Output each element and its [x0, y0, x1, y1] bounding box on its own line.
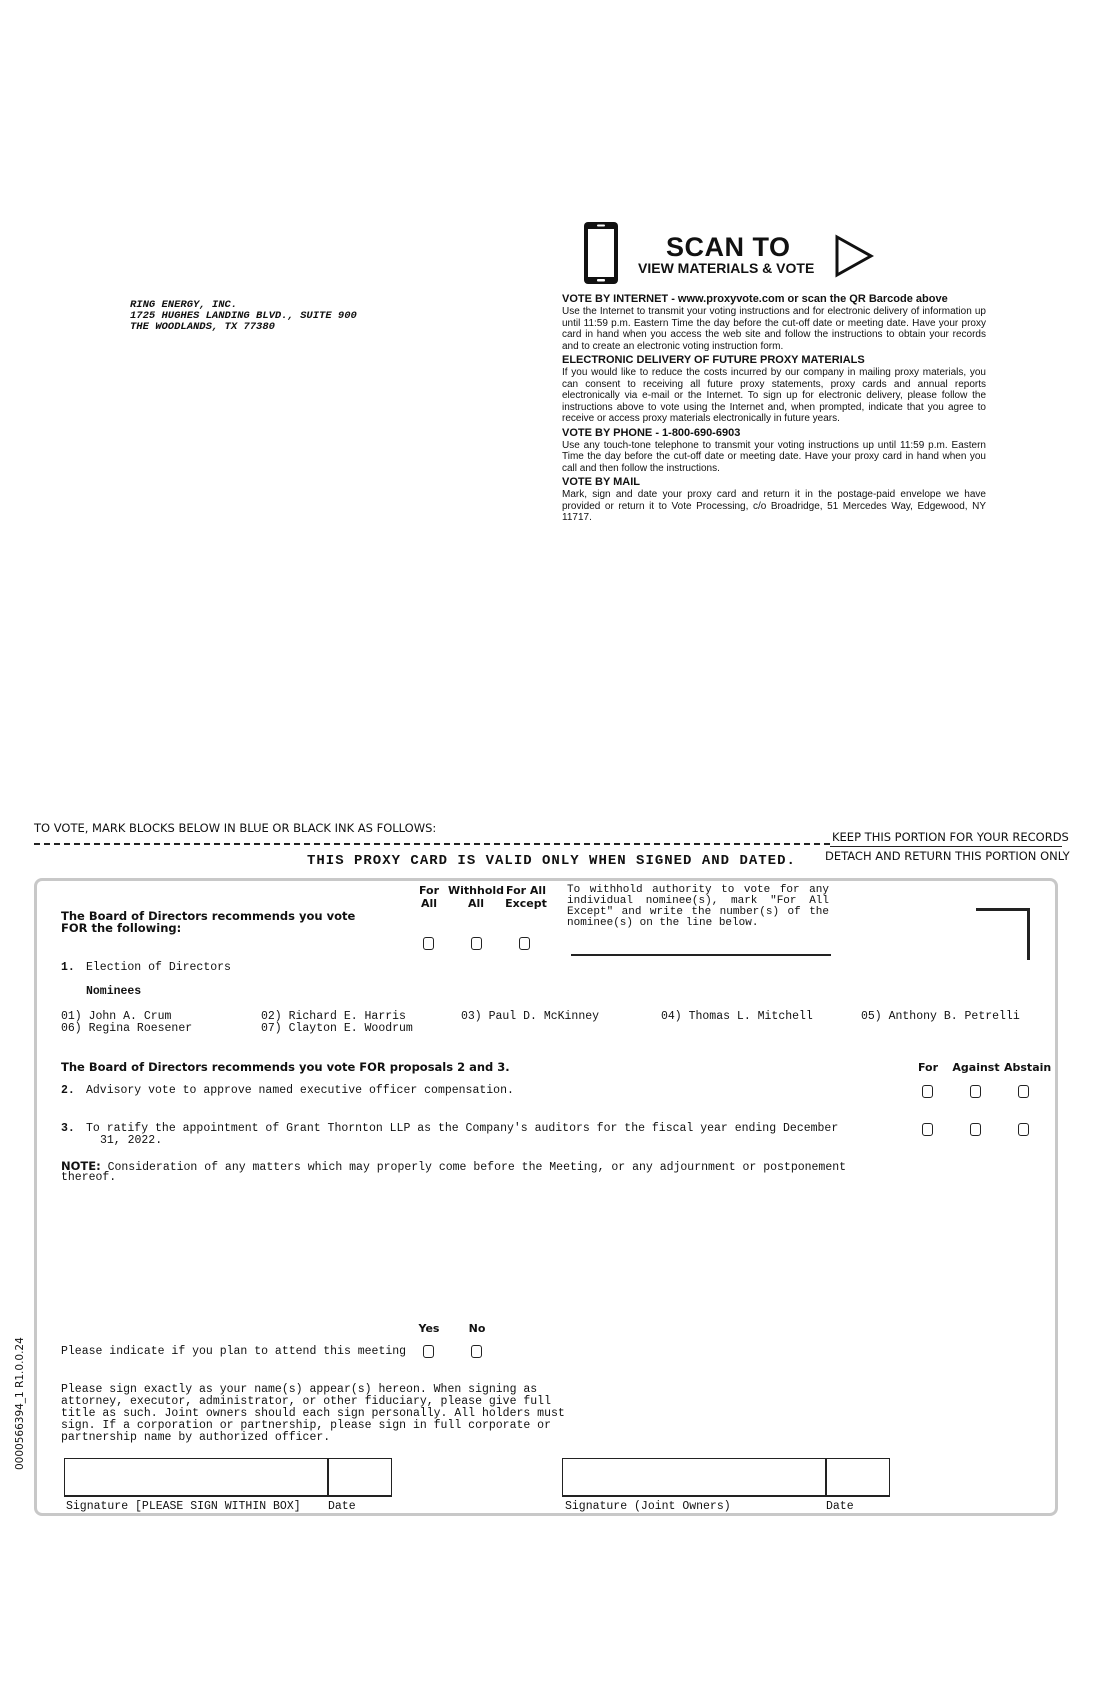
electronic-delivery-body: If you would like to reduce the costs incurred by our company in mailing proxy materials, you can consent to receiving all future proxy statements, proxy cards and annual reports electronically via e-mail or the Internet. To sign up for electronic delivery, please follow the instructions above to vote using the Internet and, when prompted, indicate that you agree to receive or access proxy materials electronically in future years.: [562, 367, 986, 424]
nominee-04: 04) Thomas L. Mitchell: [661, 1010, 813, 1023]
joint-date-label: Date: [826, 1500, 854, 1513]
item1-number: 1.: [61, 961, 75, 974]
smartphone-icon: [582, 220, 620, 286]
checkbox-item3-for[interactable]: [922, 1123, 933, 1136]
vote-mail-body: Mark, sign and date your proxy card and return it in the postage-paid envelope we have provided or return it to Vote Processing, c/o Broadridge, 51 Mercedes Way, Edgewood, NY 11717.: [562, 489, 986, 523]
checkbox-withhold-all[interactable]: [471, 937, 482, 950]
checkbox-item3-abstain[interactable]: [1018, 1123, 1029, 1136]
nominees-label: Nominees: [86, 985, 142, 998]
scan-title: SCAN TO: [666, 232, 791, 262]
vote-phone-body: Use any touch-tone telephone to transmit your voting instructions up until 11:59 p.m. Eastern Time the day before the cut-off date or meeting date. Have your proxy card in hand when you call and then follow the instructions.: [562, 439, 986, 474]
item2-number: 2.: [61, 1084, 75, 1097]
keep-portion-label: KEEP THIS PORTION FOR YOUR RECORDS: [832, 830, 1069, 844]
nominee-03: 03) Paul D. McKinney: [461, 1010, 600, 1023]
col-header-no: No: [468, 1322, 486, 1335]
item2-label: Advisory vote to approve named executive officer compensation.: [86, 1084, 514, 1097]
nominee-07: 07) Clayton E. Woodrum: [261, 1022, 413, 1035]
corner-mark-vertical: [1027, 908, 1030, 960]
vote-phone-heading: VOTE BY PHONE - 1-800-690-6903: [562, 426, 741, 439]
nominee-06: 06) Regina Roesener: [61, 1022, 193, 1035]
checkbox-attend-yes[interactable]: [423, 1345, 434, 1358]
item3-label-line1: To ratify the appointment of Grant Thornton LLP as the Company's auditors for the fiscal year ending December: [86, 1122, 839, 1135]
col-header-withhold-all: Withhold All: [448, 884, 505, 910]
col-header-yes: Yes: [418, 1322, 440, 1335]
checkbox-item3-against[interactable]: [970, 1123, 981, 1136]
checkbox-attend-no[interactable]: [471, 1345, 482, 1358]
side-form-code: 0000566394_1 R1.0.0.24: [14, 1337, 26, 1470]
checkbox-item2-abstain[interactable]: [1018, 1085, 1029, 1098]
arrow-right-icon: [834, 234, 874, 278]
company-address: [130, 300, 357, 333]
scan-subtitle: VIEW MATERIALS & VOTE: [638, 260, 815, 276]
checkbox-item2-against[interactable]: [970, 1085, 981, 1098]
checkbox-for-all[interactable]: [423, 937, 434, 950]
signature-label: Signature [PLEASE SIGN WITHIN BOX]: [66, 1500, 301, 1513]
item3-label-line2: 31, 2022.: [100, 1134, 163, 1147]
checkbox-item2-for[interactable]: [922, 1085, 933, 1098]
item3-number: 3.: [61, 1122, 75, 1135]
vote-mail-heading: VOTE BY MAIL: [562, 476, 641, 488]
joint-date-box[interactable]: [825, 1458, 890, 1496]
company-city: THE WOODLANDS, TX 77380: [130, 321, 275, 333]
vote-internet-heading: VOTE BY INTERNET - www.proxyvote.com or scan the QR Barcode above: [562, 293, 948, 305]
board-recommendation: The Board of Directors recommends you vote FOR the following:: [61, 909, 356, 935]
note-text: Consideration of any matters which may properly come before the Meeting, or any adjournment or postponement: [100, 1161, 847, 1174]
vote-internet-body: Use the Internet to transmit your voting instructions and for electronic delivery of information up until 11:59 p.m. Eastern Time the day before the cut-off date or meeting date. Have your proxy card in hand when you access the web site and follow the instructions to obtain your records and to create an electronic voting instruction form.: [562, 306, 986, 352]
joint-signature-box[interactable]: [562, 1458, 827, 1496]
signature-box[interactable]: [64, 1458, 329, 1496]
to-vote-instruction: TO VOTE, MARK BLOCKS BELOW IN BLUE OR BLACK INK AS FOLLOWS:: [34, 821, 437, 835]
note-line2: thereof.: [61, 1171, 117, 1184]
nominee-01: 01) John A. Crum: [61, 1010, 172, 1023]
note-line1: [61, 1160, 846, 1174]
date-box[interactable]: [327, 1458, 392, 1496]
col-header-for-all-except: For All Except: [505, 884, 547, 910]
signing-instructions: Please sign exactly as your name(s) appear(s) hereon. When signing as attorney, executor, administrator, or other fiduciary, please give full title as such. Joint owners should each sign personally. All holders must sign. If a corporation or partnership, please sign in full corporate or partnership name by authorized officer.: [61, 1383, 565, 1444]
note-label: NOTE:: [61, 1159, 101, 1173]
proxy-valid-notice: THIS PROXY CARD IS VALID ONLY WHEN SIGNED AND DATED.: [307, 853, 796, 869]
col-header-against: Against: [952, 1061, 1000, 1074]
checkbox-for-all-except[interactable]: [519, 937, 530, 950]
joint-signature-line: [562, 1495, 890, 1497]
company-street: 1725 HUGHES LANDING BLVD., SUITE 900: [130, 310, 357, 322]
col-header-for: For: [917, 1061, 939, 1074]
item1-label: Election of Directors: [86, 961, 231, 974]
electronic-delivery-heading: ELECTRONIC DELIVERY OF FUTURE PROXY MATERIALS: [562, 354, 865, 366]
detach-solid-line: [830, 846, 1062, 847]
voting-instructions: [562, 292, 986, 525]
board-recommendation-2: The Board of Directors recommends you vote FOR proposals 2 and 3.: [61, 1060, 510, 1074]
signature-line: [64, 1495, 392, 1497]
detach-return-label: DETACH AND RETURN THIS PORTION ONLY: [825, 849, 1070, 863]
joint-signature-label: Signature (Joint Owners): [565, 1500, 731, 1513]
nominee-02: 02) Richard E. Harris: [261, 1010, 406, 1023]
date-label: Date: [328, 1500, 356, 1513]
detach-dashed-line: [34, 843, 830, 845]
company-name: RING ENERGY, INC.: [130, 299, 238, 311]
withhold-instructions: To withhold authority to vote for any individual nominee(s), mark "For All Except" and write the number(s) of the nominee(s) on the line below.: [567, 884, 829, 929]
col-header-for-all: For All: [418, 884, 440, 910]
nominee-05: 05) Anthony B. Petrelli: [861, 1010, 1020, 1023]
corner-mark: [976, 908, 1030, 911]
withhold-nominee-line[interactable]: [571, 954, 831, 956]
attend-meeting-label: Please indicate if you plan to attend this meeting: [61, 1345, 407, 1358]
col-header-abstain: Abstain: [1004, 1061, 1052, 1074]
